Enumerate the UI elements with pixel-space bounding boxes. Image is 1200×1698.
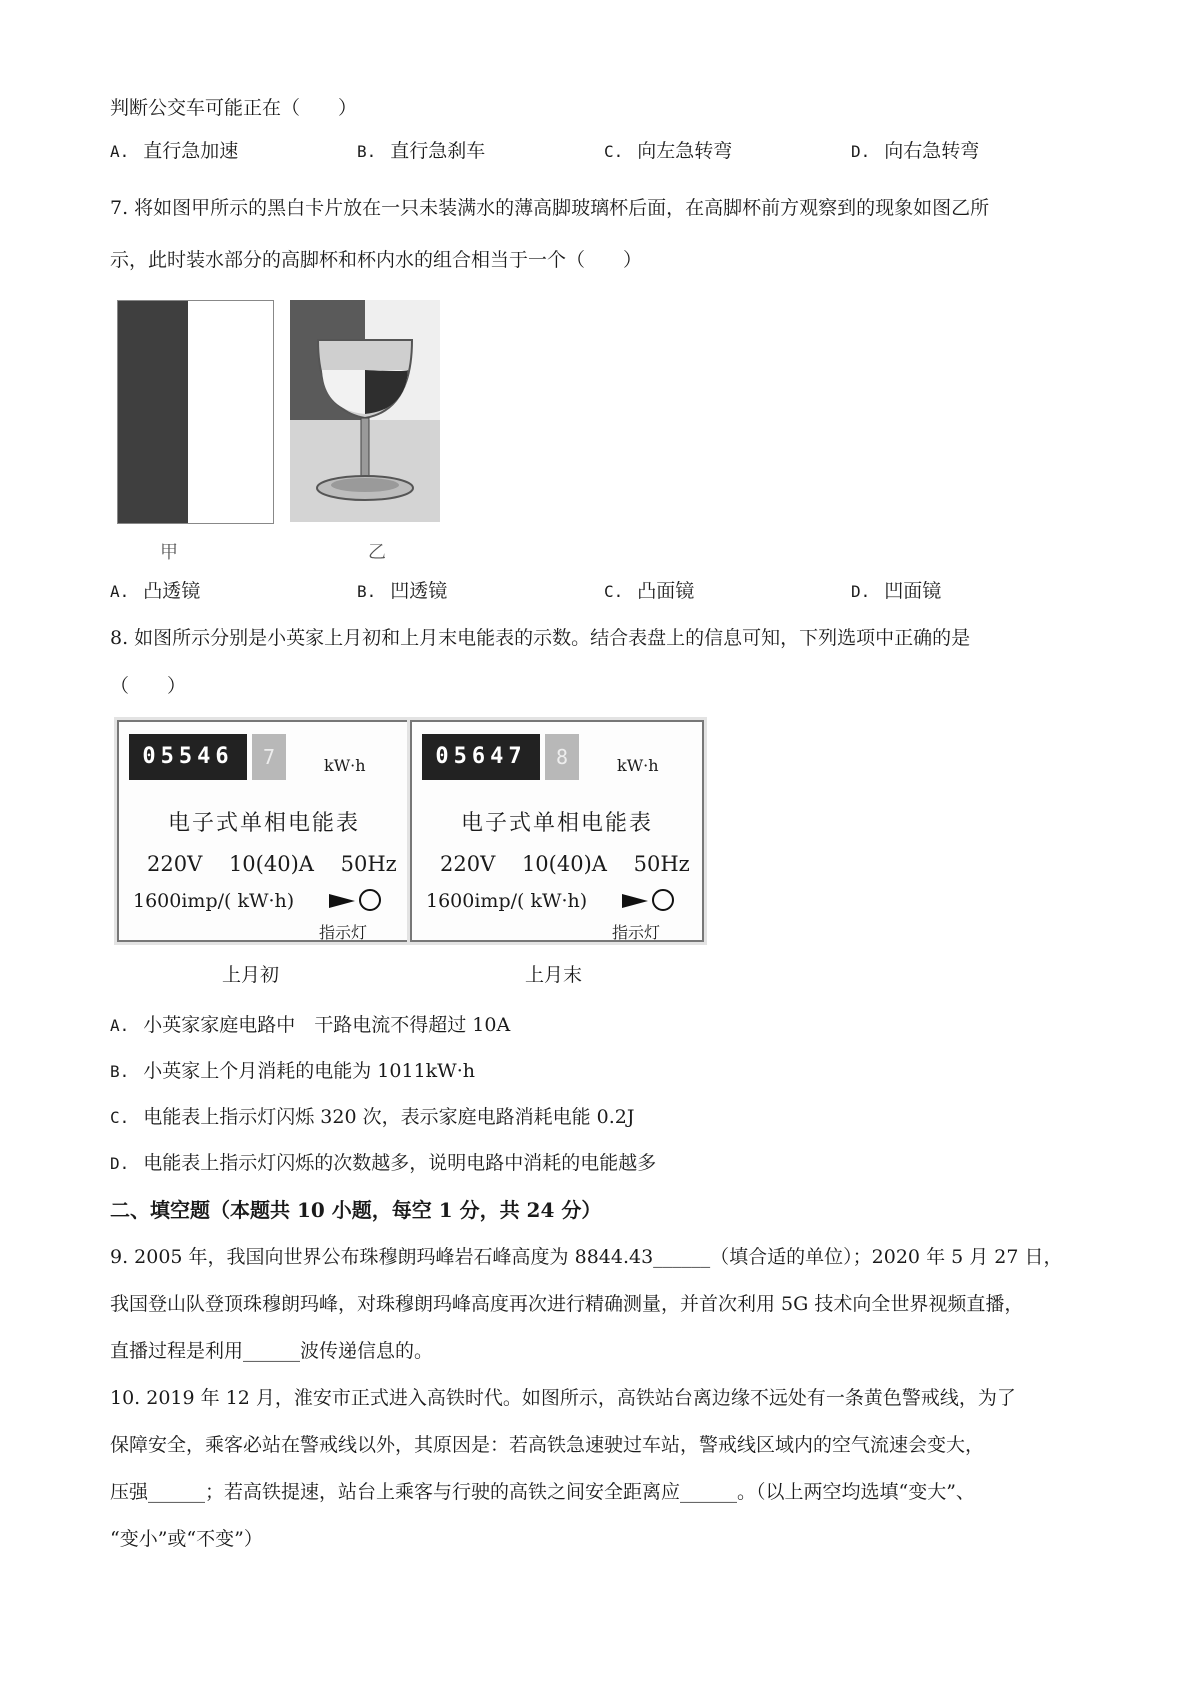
- option-letter: A.: [110, 142, 130, 161]
- q6-option-d: [851, 138, 979, 165]
- q10-line4: “变小”或“不变”）: [110, 1528, 263, 1550]
- meter-voltage: 220V: [147, 852, 203, 876]
- meter-impulse-constant: 1600imp/( kW·h): [426, 890, 588, 912]
- meter-current: 10(40)A: [228, 852, 314, 876]
- option-text: 向右急转弯: [884, 140, 980, 162]
- option-text: 凸透镜: [143, 580, 201, 602]
- q8-option-a: [110, 1012, 510, 1039]
- q6-option-a: [110, 138, 238, 165]
- q8-option-b: [110, 1058, 475, 1085]
- meter-caption-start: 上月初: [222, 964, 280, 986]
- energy-meter-start: [117, 720, 411, 942]
- meter-decimal-digit: 7: [252, 734, 286, 780]
- option-letter: D.: [851, 582, 871, 601]
- option-letter: C.: [110, 1108, 130, 1127]
- q7-option-d: [851, 578, 941, 605]
- option-letter: C.: [604, 582, 624, 601]
- q9-line1: 9. 2005 年，我国向世界公布珠穆朗玛峰岩石峰高度为 8844.43______（填合适的单位）；2020 年 5 月 27 日，: [110, 1246, 1063, 1268]
- meter-name: 电子式单相电能表: [460, 811, 653, 836]
- energy-meter-end: [410, 720, 704, 942]
- q7-option-c: [604, 578, 694, 605]
- q10-line1: 10. 2019 年 12 月，淮安市正式进入高铁时代。如图所示，高铁站台离边缘不远处有一条黄色警戒线，为了: [110, 1387, 1016, 1409]
- q9-line2: 我国登山队登顶珠穆朗玛峰，对珠穆朗玛峰高度再次进行精确测量，并首次利用 5G 技术向全世界视频直播，: [110, 1293, 1024, 1315]
- option-text: 直行急刹车: [390, 140, 486, 162]
- option-text: 凸面镜: [637, 580, 695, 602]
- meter-digits: 05647: [422, 734, 540, 780]
- card-black-half: [118, 301, 188, 523]
- option-text: 小英家上个月消耗的电能为 1011kW·h: [143, 1060, 475, 1082]
- q9-line3: 直播过程是利用______波传递信息的。: [110, 1340, 434, 1362]
- q8-option-d: [110, 1150, 656, 1177]
- indicator-lamp-label: 指示灯: [319, 923, 368, 942]
- indicator-lamp-icon: [652, 889, 674, 911]
- q7-option-b: [357, 578, 447, 605]
- section-heading: 二、填空题（本题共 10 小题，每空 1 分，共 24 分）: [110, 1198, 602, 1222]
- option-letter: B.: [357, 582, 377, 601]
- option-text: 向左急转弯: [637, 140, 733, 162]
- indicator-lamp-icon: [359, 889, 381, 911]
- indicator-arrow-icon: [329, 894, 355, 908]
- q10-line3: 压强______；若高铁提速，站台上乘客与行驶的高铁之间安全距离应______。（以上两空均选填“变大”、: [110, 1481, 975, 1503]
- option-text: 电能表上指示灯闪烁的次数越多，说明电路中消耗的电能越多: [143, 1152, 657, 1174]
- option-letter: A.: [110, 582, 130, 601]
- meter-voltage: 220V: [440, 852, 496, 876]
- meter-unit: kW·h: [324, 756, 366, 775]
- option-letter: A.: [110, 1016, 130, 1035]
- option-letter: D.: [851, 142, 871, 161]
- option-text: 直行急加速: [143, 140, 239, 162]
- meter-specs: [147, 852, 417, 876]
- q10-line2: 保障安全，乘客必站在警戒线以外，其原因是：若高铁急速驶过车站，警戒线区域内的空气流速会变大，: [110, 1434, 985, 1456]
- option-text: 凹面镜: [884, 580, 942, 602]
- option-letter: C.: [604, 142, 624, 161]
- black-white-card-figure: [117, 300, 274, 524]
- option-text: 小英家家庭电路中 干路电流不得超过 10A: [143, 1014, 511, 1036]
- q6-option-c: [604, 138, 732, 165]
- goblet-icon: [290, 300, 440, 522]
- q6-options: [110, 138, 1110, 164]
- indicator-lamp-label: 指示灯: [612, 923, 661, 942]
- q8-option-c: [110, 1104, 634, 1131]
- meter-frequency: 50Hz: [340, 852, 397, 876]
- meter-caption-end: 上月末: [525, 964, 583, 986]
- meter-specs: [440, 852, 710, 876]
- q8-stem-line2: （ ）: [110, 675, 187, 697]
- q6-stem: 判断公交车可能正在（ ）: [110, 97, 358, 119]
- q6-option-b: [357, 138, 485, 165]
- meter-frequency: 50Hz: [633, 852, 690, 876]
- q7-stem-line1: 7. 将如图甲所示的黑白卡片放在一只未装满水的薄高脚玻璃杯后面，在高脚杯前方观察到的现象如图乙所: [110, 197, 990, 219]
- figure-caption-jia: 甲: [160, 542, 178, 563]
- goblet-photo-figure: [290, 300, 440, 522]
- meter-unit: kW·h: [617, 756, 659, 775]
- q8-stem-line1: 8. 如图所示分别是小英家上月初和上月末电能表的示数。结合表盘上的信息可知，下列选项中正确的是: [110, 627, 971, 649]
- option-text: 电能表上指示灯闪烁 320 次，表示家庭电路消耗电能 0.2J: [143, 1106, 635, 1128]
- option-letter: B.: [110, 1062, 130, 1081]
- meter-digits: 05546: [129, 734, 247, 780]
- option-letter: B.: [357, 142, 377, 161]
- q7-stem-line2: 示，此时装水部分的高脚杯和杯内水的组合相当于一个（ ）: [110, 249, 643, 271]
- meter-decimal-digit: 8: [545, 734, 579, 780]
- option-letter: D.: [110, 1154, 130, 1173]
- q7-option-a: [110, 578, 200, 605]
- figure-caption-yi: 乙: [368, 542, 386, 563]
- meter-current: 10(40)A: [521, 852, 607, 876]
- q7-options: [110, 578, 1110, 604]
- meter-impulse-constant: 1600imp/( kW·h): [133, 890, 295, 912]
- indicator-arrow-icon: [622, 894, 648, 908]
- option-text: 凹透镜: [390, 580, 448, 602]
- meter-name: 电子式单相电能表: [167, 811, 360, 836]
